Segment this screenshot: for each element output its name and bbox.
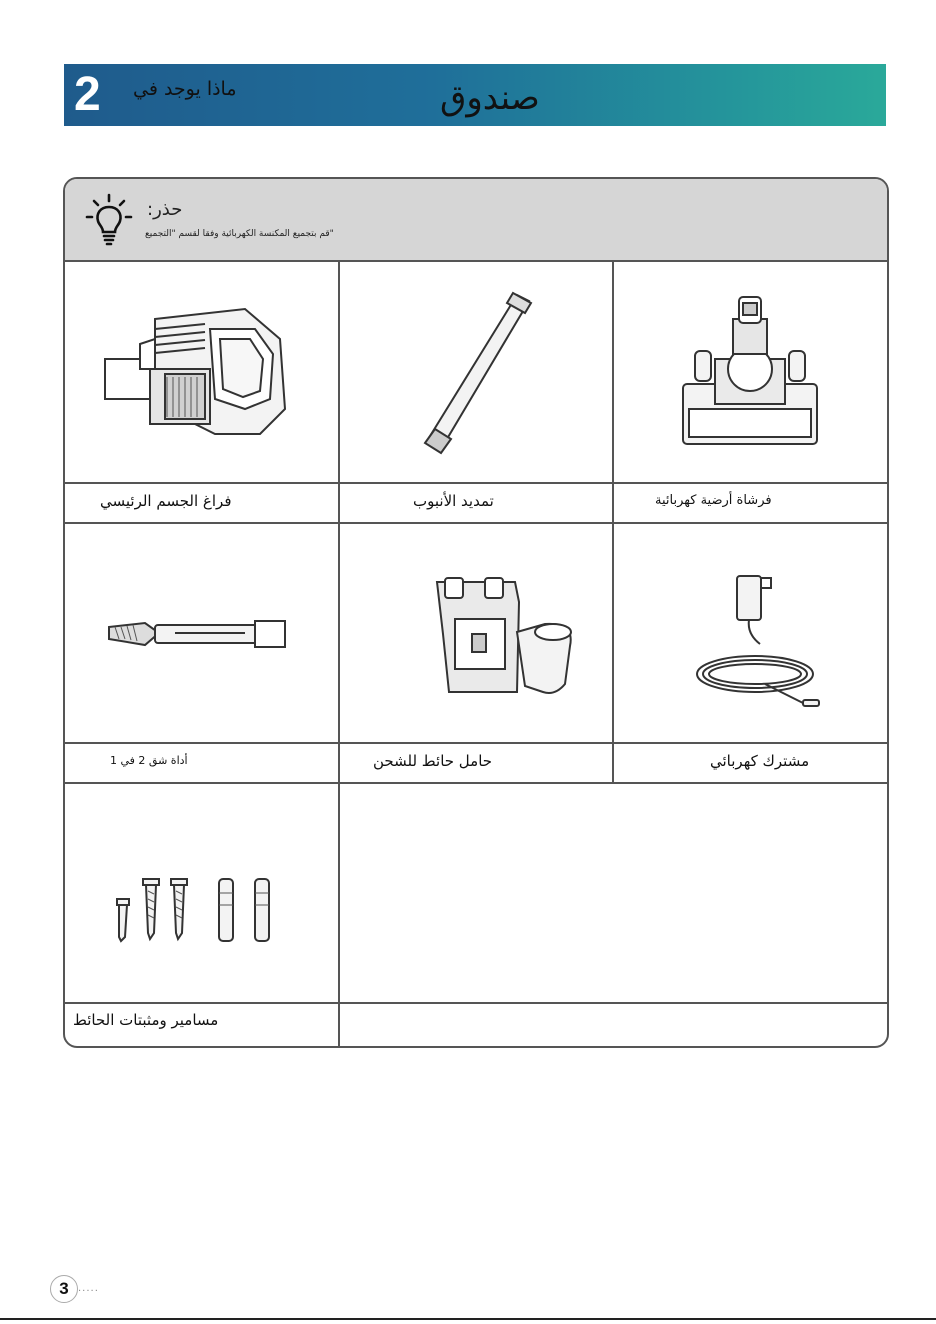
bottom-rule	[0, 1318, 936, 1320]
item-label-wall-mount: حامل حائط للشحن	[373, 752, 493, 770]
item-label-charger: مشترك كهربائي	[710, 752, 810, 770]
charger-adapter-icon	[685, 564, 825, 714]
floor-brush-icon	[675, 289, 825, 454]
grid-divider	[65, 782, 887, 784]
page-number: 3	[50, 1275, 78, 1303]
section-number: 2	[74, 68, 101, 121]
item-label-main-body: فراغ الجسم الرئيسي	[100, 492, 232, 510]
warning-text: "قم بتجميع المكنسة الكهربائية وفقا لقسم "التجميع	[145, 229, 334, 239]
wall-mount-icon	[425, 574, 585, 704]
item-label-extension-tube: تمديد الأنبوب	[413, 492, 494, 510]
warning-title: حذر:	[147, 199, 183, 220]
main-body-icon	[95, 299, 315, 449]
lightbulb-icon	[85, 193, 133, 249]
page-dots: .....	[78, 1283, 99, 1294]
item-label-floor-brush: فرشاة أرضية كهربائية	[655, 493, 772, 508]
item-label-screws: مسامير ومثبتات الحائط	[73, 1011, 219, 1029]
grid-divider	[65, 482, 887, 484]
screws-anchors-icon	[105, 869, 305, 959]
section-subtitle: ماذا يوجد في	[133, 78, 237, 100]
warning-panel	[65, 179, 887, 262]
grid-divider	[65, 1002, 887, 1004]
item-label-crevice-tool: أداة شق 2 في 1	[110, 754, 188, 767]
contents-table	[63, 177, 889, 1048]
extension-tube-icon	[405, 289, 545, 459]
grid-divider	[65, 522, 887, 524]
grid-divider	[65, 742, 887, 744]
crevice-tool-icon	[105, 609, 295, 659]
section-title: صندوق	[440, 78, 540, 118]
grid-divider	[338, 260, 340, 1046]
